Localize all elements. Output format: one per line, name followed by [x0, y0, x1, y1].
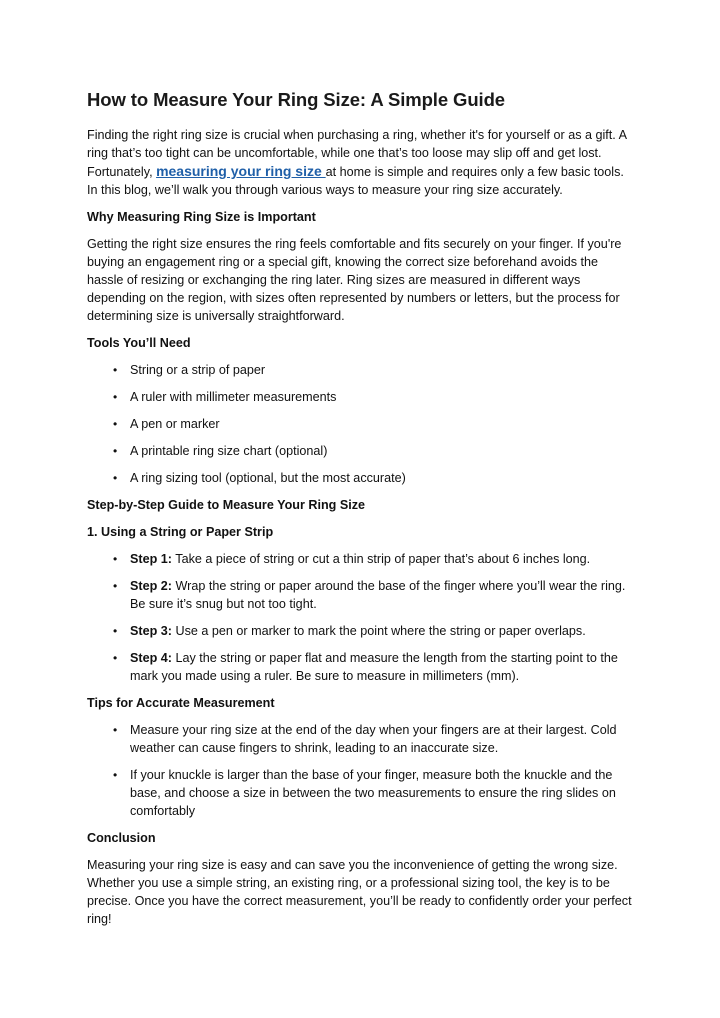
method-heading: 1. Using a String or Paper Strip	[87, 525, 274, 539]
measuring-ring-size-link[interactable]: measuring your ring size	[156, 163, 326, 179]
bullet-icon: •	[113, 444, 118, 458]
step-label: Step 4:	[130, 651, 172, 665]
intro-text-after-link: at home is simple and requires only a few basic tools. In this blog, we’ll walk you through various ways to measure your ring size accurately.	[87, 165, 624, 197]
tip-text: Measure your ring size at the end of the day when your fingers are at their largest. Cold weather can cause fingers to shrink, leading to an inaccurate size.	[130, 723, 617, 755]
step-label: Step 1:	[130, 552, 172, 566]
intro-text-before-link: Finding the right ring size is crucial when purchasing a ring, whether it's for yourself or as a gift. A ring that’s too tight can be uncomfortable, while one that’s too loose may slip off and get lost. Fortunately,	[87, 128, 627, 179]
step-text: Wrap the string or paper around the base of the finger where you’ll wear the ring. Be sure it’s snug but not too tight.	[130, 579, 626, 611]
bullet-icon: •	[113, 363, 118, 377]
tip-text: If your knuckle is larger than the base of your finger, measure both the knuckle and the base, and choose a size in between the two measurements to ensure the ring slides on comfortably	[130, 768, 616, 818]
steps-list	[87, 550, 636, 685]
list-item	[87, 721, 636, 757]
bullet-icon: •	[113, 579, 118, 593]
tool-item-text: A pen or marker	[130, 417, 220, 431]
bullet-icon: •	[113, 471, 118, 485]
step-text: Lay the string or paper flat and measure the length from the starting point to the mark you made using a ruler. Be sure to measure in millimeters (mm).	[130, 651, 618, 683]
step-text: Take a piece of string or cut a thin strip of paper that’s about 6 inches long.	[172, 552, 591, 566]
bullet-icon: •	[113, 552, 118, 566]
tools-heading: Tools You’ll Need	[87, 336, 191, 350]
list-item	[87, 388, 636, 406]
why-heading: Why Measuring Ring Size is Important	[87, 210, 316, 224]
step-label: Step 2:	[130, 579, 172, 593]
list-item	[87, 577, 636, 613]
list-item	[87, 361, 636, 379]
bullet-icon: •	[113, 624, 118, 638]
bullet-icon: •	[113, 768, 118, 782]
list-item	[87, 442, 636, 460]
conclusion-heading: Conclusion	[87, 831, 156, 845]
tool-item-text: A ring sizing tool (optional, but the most accurate)	[130, 471, 406, 485]
conclusion-paragraph: Measuring your ring size is easy and can save you the inconvenience of getting the wrong size. Whether you use a simple string, an existing ring, or a professional sizing tool, the key is to be precise. Once you have the correct measurement, you’ll be ready to confidently order your perfect ring!	[87, 858, 632, 926]
list-item	[87, 469, 636, 487]
list-item	[87, 550, 636, 568]
tool-item-text: String or a strip of paper	[130, 363, 266, 377]
bullet-icon: •	[113, 723, 118, 737]
tool-item-text: A ruler with millimeter measurements	[130, 390, 337, 404]
intro-paragraph	[87, 126, 636, 199]
why-paragraph: Getting the right size ensures the ring feels comfortable and fits securely on your finger. If you're buying an engagement ring or a special gift, knowing the correct size beforehand avoids the hassle of resizing or exchanging the ring later. Ring sizes are measured in different ways depending on the region, with sizes often represented by numbers or letters, but the process for determining size is universally straightforward.	[87, 237, 622, 323]
step-text: Use a pen or marker to mark the point where the string or paper overlaps.	[172, 624, 586, 638]
bullet-icon: •	[113, 417, 118, 431]
bullet-icon: •	[113, 390, 118, 404]
list-item	[87, 766, 636, 820]
page-title: How to Measure Your Ring Size: A Simple Guide	[87, 89, 505, 110]
list-item	[87, 415, 636, 433]
tools-list	[87, 361, 636, 487]
step-label: Step 3:	[130, 624, 172, 638]
list-item	[87, 622, 636, 640]
tool-item-text: A printable ring size chart (optional)	[130, 444, 328, 458]
list-item	[87, 649, 636, 685]
tips-heading: Tips for Accurate Measurement	[87, 696, 275, 710]
guide-heading: Step-by-Step Guide to Measure Your Ring Size	[87, 498, 366, 512]
bullet-icon: •	[113, 651, 118, 665]
tips-list	[87, 721, 636, 820]
